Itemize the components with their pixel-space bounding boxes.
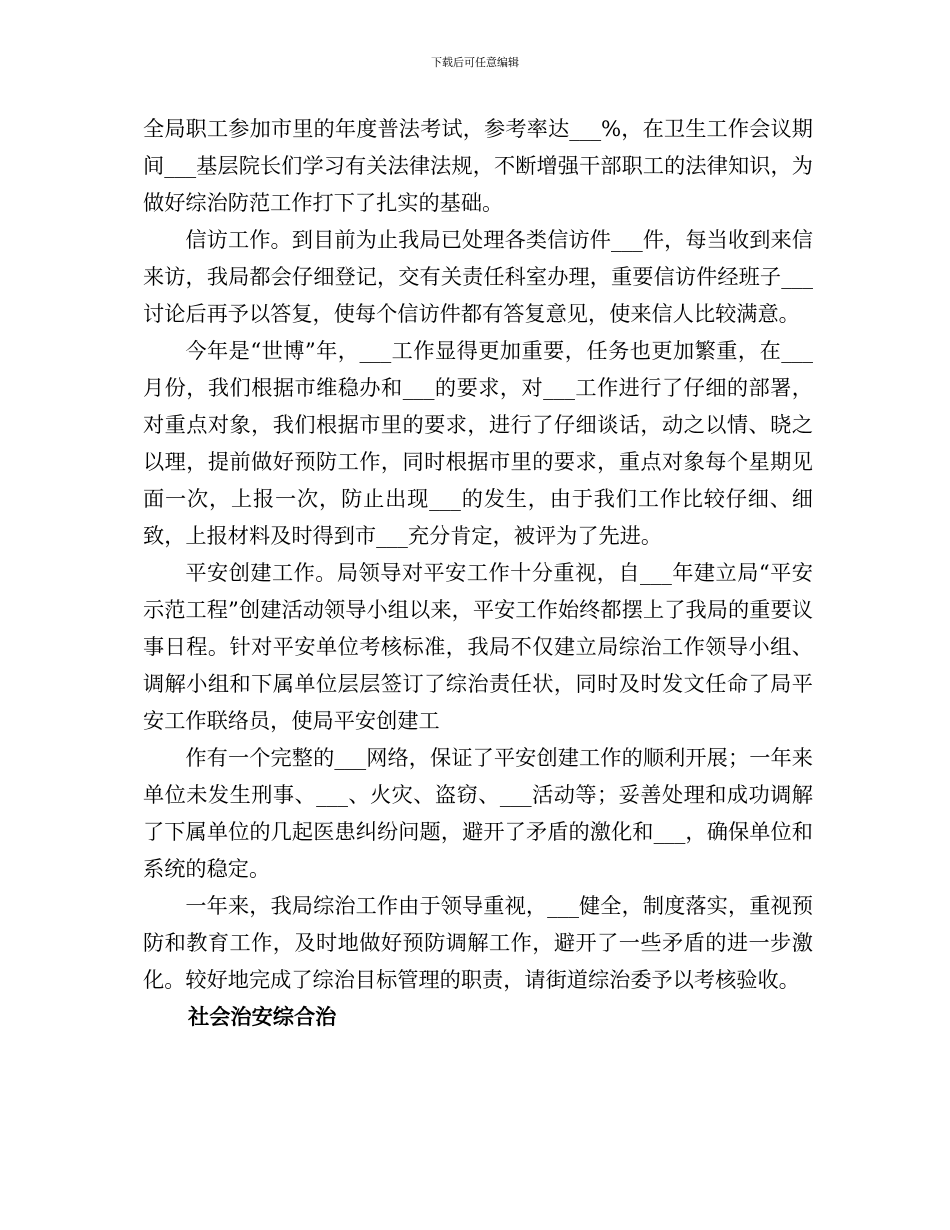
paragraph-1: 全局职工参加市里的年度普法考试，参考率达___%，在卫生工作会议期间___基层院长们学习有关法律法规，不断增强干部职工的法律知识，为做好综治防范工作打下了扎实的基础。 [143,116,813,215]
paragraph-6: 一年来，我局综治工作由于领导重视，___健全，制度落实，重视预防和教育工作，及时地做好预防调解工作，避开了一些矛盾的进一步激化。较好地完成了综治目标管理的职责，请街道综治委予以考核验收。 [143,893,813,992]
document-body [143,110,813,1035]
paragraph-2: 信访工作。到目前为止我局已处理各类信访件___件，每当收到来信来访，我局都会仔细登记，交有关责任科室办理，重要信访件经班子___讨论后再予以答复，使每个信访件都有答复意见，使来信人比较满意。 [143,227,813,326]
paragraph-3: 今年是“世博”年，___工作显得更加重要，任务也更加繁重，在___月份，我们根据市维稳办和___的要求，对___工作进行了仔细的部署，对重点对象，我们根据市里的要求，进行了仔细谈话，动之以情、晓之以理，提前做好预防工作，同时根据市里的要求，重点对象每个星期见面一次，上报一次，防止出现___的发生，由于我们工作比较仔细、细致，上报材料及时得到市___充分肯定，被评为了先进。 [143,338,813,548]
paragraph-5: 作有一个完整的___网络，保证了平安创建工作的顺利开展；一年来单位未发生刑事、___、火灾、盗窃、___活动等；妥善处理和成功调解了下属单位的几起医患纠纷问题，避开了矛盾的激化和___，确保单位和系统的稳定。 [143,745,813,881]
paragraph-4: 平安创建工作。局领导对平安工作十分重视，自___年建立局“平安示范工程”创建活动领导小组以来，平安工作始终都摆上了我局的重要议事日程。针对平安单位考核标准，我局不仅建立局综治工作领导小组、调解小组和下属单位层层签订了综治责任状，同时及时发文任命了局平安工作联络员，使局平安创建工 [143,560,813,733]
page-header: 下载后可任意编辑 [431,56,519,69]
section-heading: 社会治安综合治 [188,1004,337,1029]
